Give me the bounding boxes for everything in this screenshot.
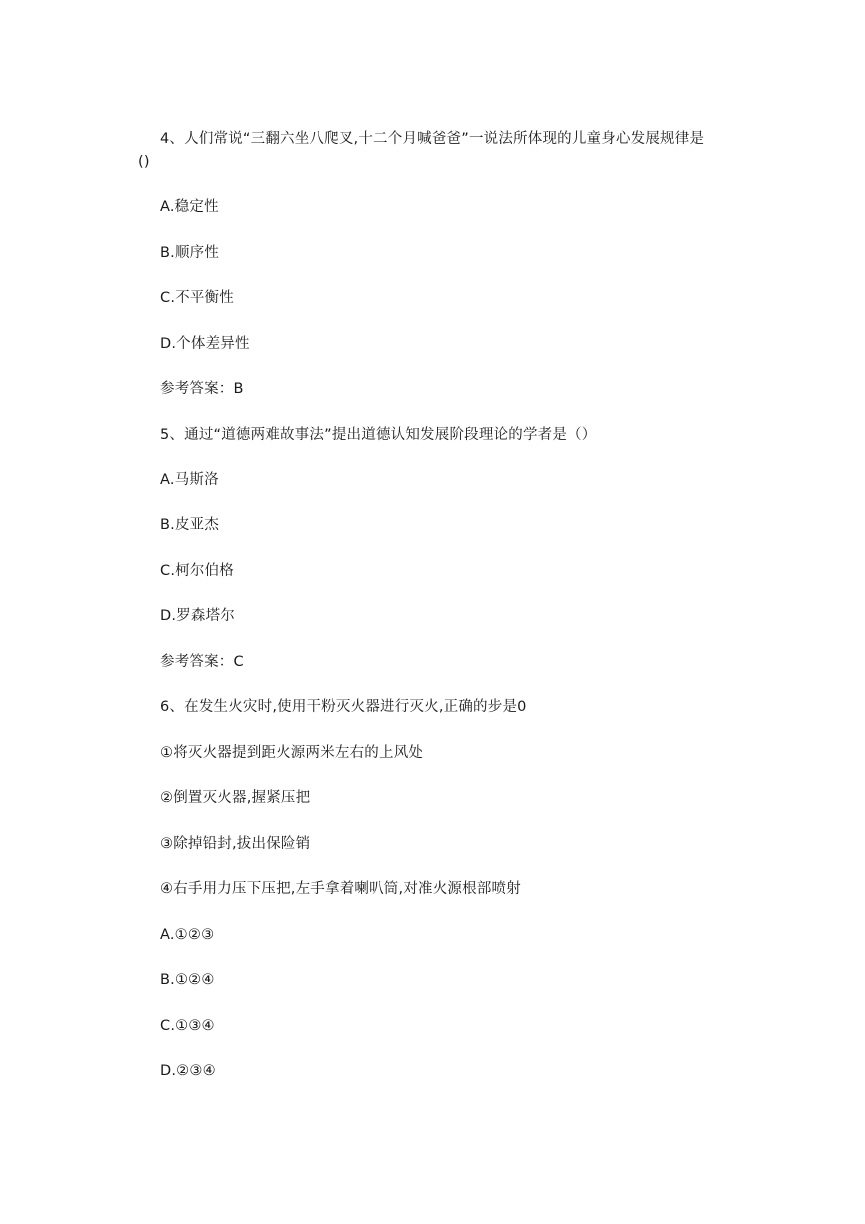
question-6-option-b: B.①②④	[160, 972, 215, 988]
question-6-stem: 6、在发生火灾时,使用干粉灭火器进行灭火,正确的步是0	[160, 699, 527, 715]
question-5-answer: 参考答案：C	[160, 654, 244, 670]
question-6-option-d: D.②③④	[160, 1063, 216, 1079]
question-6-option-c: C.①③④	[160, 1018, 215, 1034]
question-4-option-c: C.不平衡性	[160, 290, 234, 306]
question-4-stem: 4、人们常说“三翻六坐八爬叉,十二个月喊爸爸”一说法所体现的儿童身心发展规律是	[160, 131, 705, 147]
question-4-answer: 参考答案：B	[160, 381, 244, 397]
question-5-option-c: C.柯尔伯格	[160, 563, 234, 579]
question-5-stem: 5、通过“道德两难故事法”提出道德认知发展阶段理论的学者是（）	[160, 427, 597, 443]
question-6-step-1: ①将灭火器提到距火源两米左右的上风处	[160, 745, 424, 761]
question-5-option-d: D.罗森塔尔	[160, 608, 235, 624]
question-6-option-a: A.①②③	[160, 927, 215, 943]
question-6-step-2: ②倒置灭火器,握紧压把	[160, 790, 311, 806]
question-6-step-4: ④右手用力压下压把,左手拿着喇叭筒,对准火源根部喷射	[160, 881, 521, 897]
question-6-step-3: ③除掉铅封,拔出保险销	[160, 836, 311, 852]
question-5-option-b: B.皮亚杰	[160, 517, 220, 533]
question-4-option-d: D.个体差异性	[160, 336, 250, 352]
question-4-stem-continuation: ()	[138, 154, 150, 170]
question-4-option-b: B.顺序性	[160, 245, 220, 261]
question-5-option-a: A.马斯洛	[160, 472, 219, 488]
question-4-option-a: A.稳定性	[160, 199, 219, 215]
